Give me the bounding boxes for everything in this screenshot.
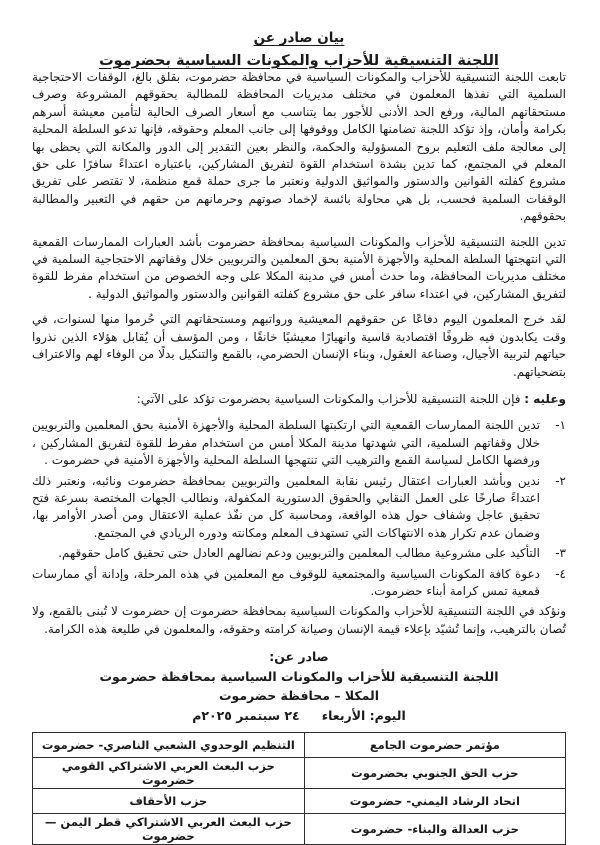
date-value: ٢٤ سبتمبر ٢٠٢٥م: [192, 707, 300, 723]
table-row: [33, 789, 566, 814]
list-item-number: ٢-: [555, 473, 566, 488]
signatory-party: اتحاد الرشاد اليمني- حضرموت: [304, 789, 565, 814]
signatory-party: حزب العدالة والبناء- حضرموت: [304, 814, 565, 845]
signatory-party: حزب البعث العربي الاشتراكي قطر اليمن —حضرموت: [33, 814, 305, 845]
date-day-label: اليوم: الأربعاء: [321, 707, 406, 723]
resolution-list: [32, 417, 566, 600]
paragraph-intro: تابعت اللجنة التنسيقية للأحزاب والمكونات السياسية في محافظة حضرموت، بقلق بالغ، الوقفات الاحتجاجية السلمية التي نفذها المعلمون في مختلف مديريات المحافظة للمطالبة بحقوقهم المشروعة وصرف مستحقاتهم المالية، ورفع الحد الأدنى للأجور بما يتناسب مع أسعار الصرف الحالية لتأمين معيشة أسرهم بكرامة وأمان، وإذ تؤكد اللجنة تضامنها الكامل ووقوفها إلى جانب المعلم وحقوقه، فإنها تدعو السلطة المحلية إلى معالجة ملف التعليم بروح المسؤولية والحكمة، والنظر بعين التقدير إلى الدور والمكانة التي يحظى بها المعلم في المجتمع، كما تدين بشدة استخدام القوة لتفريق المشاركين، باعتباره اعتداءً سافرًا على حق مشروع كفلته القوانين والدستور والمواثيق الدولية ونعتبر ما جرى حملة قمع منظمة، لا تقتصر على تفريق الوقفات السلمية فحسب، بل هي محاولة بائسة لإخماد صوتهم وحرمانهم من حقهم في التعبير والمطالبة بحقوقهم.: [32, 70, 566, 224]
signatory-party: مؤتمر حضرموت الجامع: [304, 733, 565, 758]
paragraph-closing: ونؤكد في اللجنة التنسيقية للأحزاب والمكونات السياسية بمحافظة حضرموت إن حضرموت لا تُبنى بالقمع، ولا تُصان بالترهيب، وإنما تُشيّد بإعلاء قيمة الإنسان وصيانة كرامته وحقوقه، والمعلمون في طليعة هذه الكرامة.: [32, 604, 566, 636]
list-item-number: ٣-: [555, 546, 566, 561]
signatories-table: [32, 732, 566, 845]
committee-heading: اللجنة التنسيقية للأحزاب والمكونات السياسية بحضرموت: [99, 53, 499, 69]
list-item-number: ١-: [555, 418, 566, 433]
table-row: [33, 814, 566, 845]
signatory-party: حزب البعث العربي الاشتراكي القومي حضرموت: [33, 758, 305, 789]
list-item: [32, 473, 566, 543]
list-item-text: تدين اللجنة الممارسات القمعية التي ارتكبتها السلطة المحلية والأجهزة الأمنية بحق المعلمين والتربويين خلال وقفاتهم السلمية، التي شهدتها مدينة المكلا أمس من استخدام مفرط للقوة لتفريق المشاركين ، ورفضها الكامل لسياسة القمع والترهيب التي تنتهجها السلطة المحلية والأجهزة الأمنية في حضرموت .: [32, 418, 540, 468]
resolution-intro: [32, 391, 566, 408]
list-item-text: دعوة كافة المكونات السياسية والمجتمعية للوقوف مع المعلمين في هذه المرحلة، وإدانة أي ممارسات قمعية تمس كرامة أبناء حضرموت.: [32, 566, 540, 598]
list-item: [32, 566, 566, 601]
issued-by-label: صادر عن:: [269, 649, 329, 665]
list-item-number: ٤-: [555, 566, 566, 581]
signatory-party: حزب الأحقاف: [33, 789, 305, 814]
list-item-text: التأكيد على مشروعية مطالب المعلمين والتربويين ودعم نضالهم العادل حتى تحقيق كامل حقوقهم.: [58, 546, 540, 561]
list-item-text: ندين وبأشد العبارات اعتقال رئيس نقابة المعلمين والتربويين بمحافظة حضرموت ونائبه، ونعتبر ذلك اعتداءً صارخًا على العمل النقابي والحقوق الدستورية المكفولة، ونطالب الجهات المختصة بسرعة فتح تحقيق عاجل وشفاف حول هذه الواقعة، ومحاسبة كل من نفّذ عملية الاعتقال ومن أصدر الأوامر بها، وضمان عدم تكرار هذه الانتهاكات التي تستهدف المعلم ومكانته ودوره الريادي في المجتمع.: [32, 473, 540, 540]
signature-block: [32, 647, 566, 725]
paragraph-teachers-context: لقد خرج المعلمون اليوم دفاعًا عن حقوقهم المعيشية ورواتبهم ومستحقاتهم التي حُرموا منها لسنوات، في وقت يكابدون فيه ظروفًا اقتصادية قاسية وانهيارًا معيشيًا خانقًا ، ومن المؤسف أن يُقابل هؤلاء الذين نذروا حياتهم لتربية الأجيال، وصناعة العقول، وبناء الإنسان الحضرمي، بالقمع والتنكيل بدلًا من الوفاء لهم والاعتراف بتضحياتهم.: [32, 312, 566, 379]
issuing-location: المكلا – محافظة حضرموت: [218, 688, 380, 704]
date-line: [32, 706, 566, 726]
issuing-committee-name: اللجنة التنسيقية للأحزاب والمكونات السياسية بمحافظة حضرموت: [99, 668, 499, 684]
resolution-lead-rest: فإن اللجنة التنسيقية للأحزاب والمكونات السياسية بحضرموت تؤكد على الآتي:: [136, 391, 525, 406]
paragraph-condemnation: تدين اللجنة التنسيقية للأحزاب والمكونات السياسية بمحافظة حضرموت بأشد العبارات الممارسات القمعية التي انتهجتها السلطة المحلية والأجهزة الأمنية بحق المعلمين والتربويين خلال وقفاتهم الاحتجاجية السلمية في مختلف مديريات المحافظة، وما حدث أمس في مدينة المكلا على وجه الخصوص من استخدام مفرط للقوة لتفريق المشاركين، في اعتداء سافر على حق مشروع كفلته القوانين والدستور والمواثيق الدولية .: [32, 234, 566, 301]
signatory-party: التنظيم الوحدوي الشعبي الناصري- حضرموت: [33, 733, 305, 758]
statement-heading: بيان صادر عن: [253, 30, 345, 46]
list-item: [32, 417, 566, 469]
resolution-lead-bold: وعليه :: [524, 391, 566, 406]
table-row: [33, 733, 566, 758]
list-item: [32, 545, 566, 562]
table-row: [33, 758, 566, 789]
signatory-party: حزب الحق الجنوبي بحضرموت: [304, 758, 565, 789]
